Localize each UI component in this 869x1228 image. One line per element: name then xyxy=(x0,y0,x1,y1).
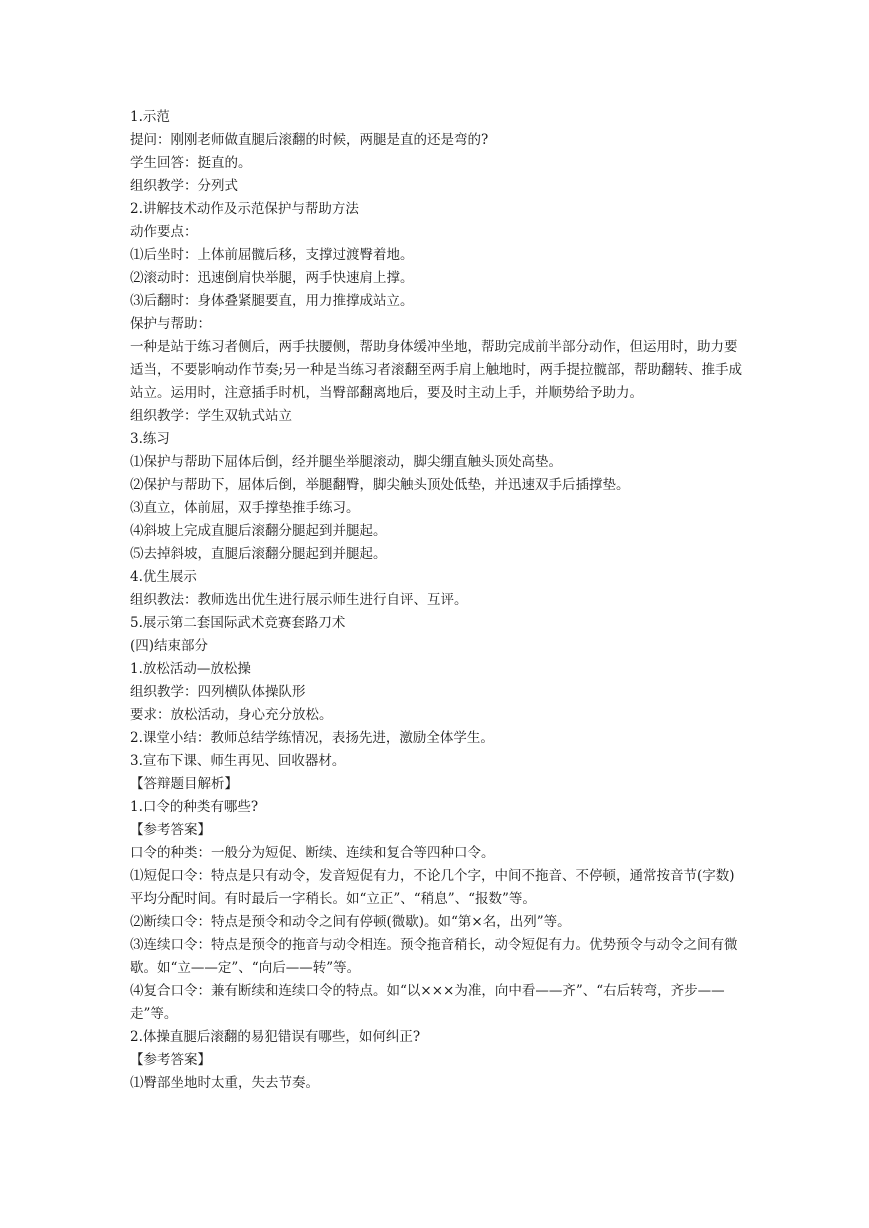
practice-item: ⑵保护与帮助下，屈体后倒，举腿翻臀，脚尖触头顶处低垫，并迅速双手后插撑垫。 xyxy=(130,477,630,493)
answer-item: ⑶连续口令：特点是预令的拖音与动令相连。预令拖音稍长，动令短促有力。优势预令与动令之间有微歇。如“立——定”、“向后——转”等。 xyxy=(130,937,738,976)
protection-label: 保护与帮助： xyxy=(130,316,211,332)
document-page xyxy=(130,106,748,1095)
reference-answer-label: 【参考答案】 xyxy=(130,822,211,838)
section-demo-heading: 1.示范 xyxy=(130,109,170,125)
question-text: 提问：刚刚老师做直腿后滚翻的时候，两腿是直的还是弯的? xyxy=(130,132,489,148)
defense-question: 1.口令的种类有哪些? xyxy=(130,799,259,815)
ending-item: 1.放松活动—放松操 xyxy=(130,661,251,677)
practice-item: ⑴保护与帮助下屈体后倒，经并腿坐举腿滚动，脚尖绷直触头顶处高垫。 xyxy=(130,454,562,470)
organization-note: 组织教学：分列式 xyxy=(130,178,238,194)
defense-question: 2.体操直腿后滚翻的易犯错误有哪些，如何纠正? xyxy=(130,1029,421,1045)
section-practice-heading: 3.练习 xyxy=(130,431,170,447)
answer-item: ⑴短促口令：特点是只有动令，发音短促有力，不论几个字，中间不拖音、不停顿，通常按音节(字数)平均分配时间。有时最后一字稍长。如“立正”、“稍息”、“报数”等。 xyxy=(130,868,735,907)
student-answer: 学生回答：挺直的。 xyxy=(130,155,252,171)
organization-note: 组织教学：学生双轨式站立 xyxy=(130,408,292,424)
key-point-item: ⑴后坐时：上体前屈髋后移，支撑过渡臀着地。 xyxy=(130,247,414,263)
answer-item: ⑵断续口令：特点是预令和动令之间有停顿(微歇)。如“第×名，出列”等。 xyxy=(130,914,571,930)
requirement-note: 要求：放松活动，身心充分放松。 xyxy=(130,707,333,723)
key-point-item: ⑵滚动时：迅速倒肩快举腿，两手快速肩上撑。 xyxy=(130,270,414,286)
section-ending-heading: (四)结束部分 xyxy=(130,638,209,654)
practice-item: ⑷斜坡上完成直腿后滚翻分腿起到并腿起。 xyxy=(130,523,387,539)
organization-note: 组织教法：教师选出优生进行展示师生进行自评、互评。 xyxy=(130,592,468,608)
section-showcase-heading: 4.优生展示 xyxy=(130,569,197,585)
key-points-label: 动作要点： xyxy=(130,224,198,240)
organization-note: 组织教学：四列横队体操队形 xyxy=(130,684,306,700)
section-explain-heading: 2.讲解技术动作及示范保护与帮助方法 xyxy=(130,201,359,217)
reference-answer-label: 【参考答案】 xyxy=(130,1052,211,1068)
answer-item: ⑷复合口令：兼有断续和连续口令的特点。如“以×××为准，向中看——齐”、“右后转弯，齐步——走”等。 xyxy=(130,983,725,1022)
practice-item: ⑸去掉斜坡，直腿后滚翻分腿起到并腿起。 xyxy=(130,546,387,562)
defense-analysis-heading: 【答辩题目解析】 xyxy=(130,776,238,792)
section-wushu-heading: 5.展示第二套国际武术竞赛套路刀术 xyxy=(130,615,346,631)
protection-paragraph: 一种是站于练习者侧后，两手扶腰侧，帮助身体缓冲坐地，帮助完成前半部分动作，但运用时，助力要适当，不要影响动作节奏;另一种是当练习者滚翻至两手肩上触地时，两手提拉髋部，帮助翻转、推手成站立。运用时，注意插手时机，当臀部翻离地后，要及时主动上手，并顺势给予助力。 xyxy=(130,339,743,401)
answer-paragraph: 口令的种类：一般分为短促、断续、连续和复合等四种口令。 xyxy=(130,845,495,861)
practice-item: ⑶直立，体前屈，双手撑垫推手练习。 xyxy=(130,500,360,516)
ending-item: 2.课堂小结：教师总结学练情况，表扬先进，激励全体学生。 xyxy=(130,730,494,746)
answer-item: ⑴臀部坐地时太重，失去节奏。 xyxy=(130,1075,319,1091)
ending-item: 3.宣布下课、师生再见、回收器材。 xyxy=(130,753,346,769)
key-point-item: ⑶后翻时：身体叠紧腿要直，用力推撑成站立。 xyxy=(130,293,414,309)
